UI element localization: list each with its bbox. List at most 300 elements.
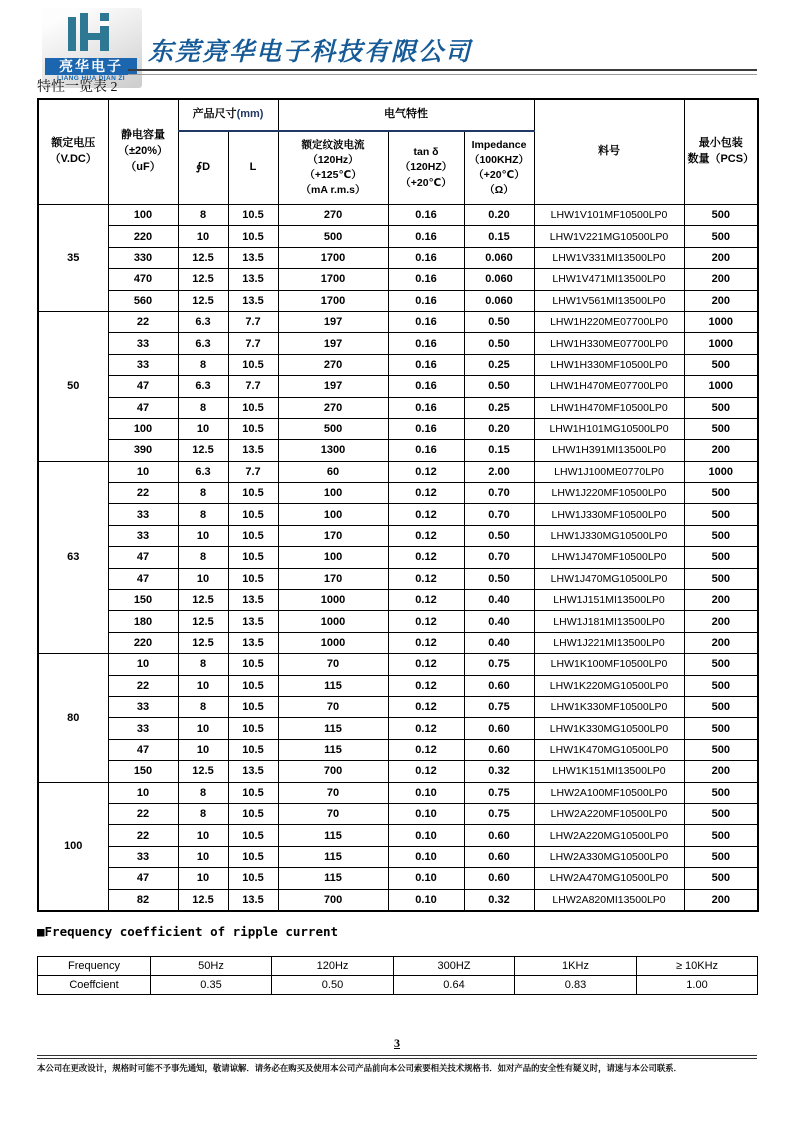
tan-delta-cell: 0.10 [388,868,464,889]
diameter-cell: 12.5 [178,632,228,653]
ripple-cell: 1700 [278,269,388,290]
packing-cell: 500 [684,504,758,525]
length-cell: 10.5 [228,739,278,760]
packing-cell: 500 [684,782,758,803]
diameter-cell: 8 [178,782,228,803]
header-tan-delta: tan δ （120HZ） （+20℃） [388,131,464,205]
length-cell: 10.5 [228,868,278,889]
tan-delta-cell: 0.12 [388,761,464,782]
ripple-cell: 115 [278,718,388,739]
voltage-group-cell: 100 [38,782,108,911]
packing-cell: 500 [684,868,758,889]
part-number-cell: LHW2A100MF10500LP0 [534,782,684,803]
part-number-cell: LHW1J151MI13500LP0 [534,590,684,611]
page-number: 3 [394,1036,400,1050]
voltage-group-cell: 50 [38,311,108,461]
footer-divider [37,1055,757,1059]
part-number-cell: LHW2A330MG10500LP0 [534,846,684,867]
part-number-cell: LHW1H470MF10500LP0 [534,397,684,418]
spec-row [38,269,758,290]
diameter-cell: 8 [178,654,228,675]
freq-value-cell: ≥ 10KHz [637,957,758,976]
capacitance-cell: 390 [108,440,178,461]
tan-delta-cell: 0.12 [388,739,464,760]
impedance-cell: 0.70 [464,504,534,525]
tan-delta-cell: 0.12 [388,568,464,589]
packing-cell: 200 [684,247,758,268]
part-number-cell: LHW1V561MI13500LP0 [534,290,684,311]
part-number-cell: LHW1J470MF10500LP0 [534,547,684,568]
tan-delta-cell: 0.16 [388,247,464,268]
ripple-cell: 500 [278,418,388,439]
tan-delta-cell: 0.16 [388,226,464,247]
ripple-cell: 70 [278,782,388,803]
length-cell: 10.5 [228,718,278,739]
impedance-cell: 0.60 [464,675,534,696]
capacitance-cell: 33 [108,504,178,525]
packing-cell: 1000 [684,376,758,397]
ripple-cell: 1300 [278,440,388,461]
length-cell: 10.5 [228,205,278,226]
coefficient-row [38,976,758,995]
impedance-cell: 0.50 [464,525,534,546]
packing-cell: 500 [684,803,758,824]
capacitance-cell: 22 [108,803,178,824]
ripple-cell: 197 [278,376,388,397]
capacitance-cell: 33 [108,718,178,739]
tan-delta-cell: 0.16 [388,333,464,354]
impedance-cell: 0.060 [464,290,534,311]
ripple-cell: 197 [278,311,388,332]
tan-delta-cell: 0.12 [388,675,464,696]
capacitance-cell: 47 [108,868,178,889]
header-min-packing: 最小包装 数量（PCS） [684,99,758,205]
impedance-cell: 0.50 [464,568,534,589]
diameter-cell: 6.3 [178,333,228,354]
part-number-cell: LHW1H330ME07700LP0 [534,333,684,354]
spec-row [38,846,758,867]
capacitance-cell: 470 [108,269,178,290]
capacitance-cell: 33 [108,333,178,354]
diameter-cell: 8 [178,696,228,717]
length-cell: 10.5 [228,483,278,504]
packing-cell: 500 [684,568,758,589]
tan-delta-cell: 0.12 [388,654,464,675]
spec-row [38,547,758,568]
length-cell: 13.5 [228,290,278,311]
header-dimensions-group: 产品尺寸(mm) [178,99,278,131]
capacitance-cell: 33 [108,525,178,546]
tan-delta-cell: 0.16 [388,418,464,439]
part-number-cell: LHW1J221MI13500LP0 [534,632,684,653]
tan-delta-cell: 0.12 [388,632,464,653]
capacitance-cell: 100 [108,205,178,226]
ripple-cell: 1000 [278,590,388,611]
impedance-cell: 0.060 [464,269,534,290]
capacitance-cell: 330 [108,247,178,268]
ripple-cell: 115 [278,868,388,889]
packing-cell: 500 [684,675,758,696]
packing-cell: 500 [684,654,758,675]
impedance-cell: 0.20 [464,205,534,226]
ripple-cell: 100 [278,483,388,504]
spec-row [38,654,758,675]
length-cell: 10.5 [228,504,278,525]
packing-cell: 500 [684,846,758,867]
header-part-number: 料号 [534,99,684,205]
impedance-cell: 0.40 [464,632,534,653]
diameter-cell: 10 [178,418,228,439]
spec-row [38,568,758,589]
part-number-cell: LHW1J330MG10500LP0 [534,525,684,546]
spec-row [38,868,758,889]
part-number-cell: LHW1K100MF10500LP0 [534,654,684,675]
packing-cell: 200 [684,889,758,911]
spec-row [38,290,758,311]
tan-delta-cell: 0.16 [388,290,464,311]
spec-row [38,354,758,375]
ripple-cell: 1700 [278,290,388,311]
spec-row [38,825,758,846]
part-number-cell: LHW1H101MG10500LP0 [534,418,684,439]
ripple-cell: 700 [278,889,388,911]
spec-row [38,418,758,439]
freq-value-cell: 50Hz [151,957,272,976]
freq-value-cell: 1.00 [637,976,758,995]
ripple-cell: 70 [278,696,388,717]
impedance-cell: 0.60 [464,825,534,846]
header-impedance: Impedance （100KHZ） （+20℃） （Ω） [464,131,534,205]
impedance-cell: 0.40 [464,611,534,632]
part-number-cell: LHW1K470MG10500LP0 [534,739,684,760]
ripple-cell: 270 [278,205,388,226]
spec-row [38,696,758,717]
ripple-cell: 100 [278,547,388,568]
ripple-cell: 170 [278,568,388,589]
tan-delta-cell: 0.12 [388,611,464,632]
part-number-cell: LHW1K151MI13500LP0 [534,761,684,782]
packing-cell: 200 [684,761,758,782]
diameter-cell: 12.5 [178,889,228,911]
spec-row [38,889,758,911]
capacitance-cell: 22 [108,483,178,504]
capacitance-cell: 180 [108,611,178,632]
length-cell: 10.5 [228,675,278,696]
header-electrical-group: 电气特性 [278,99,534,131]
frequency-coefficient-table [37,956,758,995]
length-cell: 10.5 [228,397,278,418]
spec-row [38,376,758,397]
logo-caption-text: LIANG HUA DIAN ZI [57,75,125,82]
tan-delta-cell: 0.12 [388,461,464,482]
impedance-cell: 0.75 [464,696,534,717]
tan-delta-cell: 0.16 [388,205,464,226]
capacitance-cell: 47 [108,376,178,397]
spec-row [38,333,758,354]
length-cell: 13.5 [228,269,278,290]
logo-banner-text: 亮华电子 [45,58,137,75]
part-number-cell: LHW1J220MF10500LP0 [534,483,684,504]
tan-delta-cell: 0.12 [388,504,464,525]
impedance-cell: 0.70 [464,547,534,568]
header-capacitance: 静电容量 （±20%） （uF） [108,99,178,205]
diameter-cell: 8 [178,483,228,504]
ripple-cell: 60 [278,461,388,482]
freq-value-cell: 300HZ [394,957,515,976]
impedance-cell: 0.15 [464,440,534,461]
freq-value-cell: 0.35 [151,976,272,995]
length-cell: 7.7 [228,311,278,332]
packing-cell: 500 [684,397,758,418]
length-cell: 10.5 [228,525,278,546]
impedance-cell: 0.60 [464,868,534,889]
header-ripple-current: 额定纹波电流 （120Hz） （+125℃） （mA r.m.s） [278,131,388,205]
diameter-cell: 8 [178,547,228,568]
capacitance-cell: 10 [108,461,178,482]
header-length: L [228,131,278,205]
length-cell: 7.7 [228,376,278,397]
tan-delta-cell: 0.12 [388,525,464,546]
tan-delta-cell: 0.12 [388,590,464,611]
packing-cell: 500 [684,825,758,846]
packing-cell: 500 [684,205,758,226]
spec-row [38,782,758,803]
freq-value-cell: 120Hz [272,957,394,976]
part-number-cell: LHW1K330MF10500LP0 [534,696,684,717]
tan-delta-cell: 0.16 [388,354,464,375]
freq-row-label: Coeffcient [38,976,151,995]
freq-value-cell: 1KHz [515,957,637,976]
impedance-cell: 0.75 [464,782,534,803]
diameter-cell: 8 [178,397,228,418]
length-cell: 10.5 [228,418,278,439]
impedance-cell: 0.32 [464,889,534,911]
packing-cell: 1000 [684,333,758,354]
tan-delta-cell: 0.10 [388,889,464,911]
packing-cell: 500 [684,226,758,247]
capacitance-cell: 22 [108,825,178,846]
voltage-group-cell: 35 [38,205,108,312]
tan-delta-cell: 0.16 [388,440,464,461]
length-cell: 13.5 [228,247,278,268]
part-number-cell: LHW1H470ME07700LP0 [534,376,684,397]
spec-row [38,311,758,332]
length-cell: 13.5 [228,611,278,632]
length-cell: 13.5 [228,889,278,911]
page-title: 特性一览表 2 [37,80,118,95]
packing-cell: 500 [684,696,758,717]
length-cell: 7.7 [228,461,278,482]
freq-value-cell: 0.50 [272,976,394,995]
ripple-cell: 500 [278,226,388,247]
company-name: 东莞亮华电子科技有限公司 [148,39,473,66]
packing-cell: 200 [684,269,758,290]
packing-cell: 500 [684,418,758,439]
spec-row [38,718,758,739]
impedance-cell: 0.060 [464,247,534,268]
diameter-cell: 10 [178,868,228,889]
footer-disclaimer: 本公司在更改设计，规格时可能不予事先通知，敬请谅解．请务必在购买及使用本公司产品前向本公司索要相关技术规格书．如对产品的安全性有疑义时，请速与本公司联系． [37,1063,682,1073]
diameter-cell: 10 [178,739,228,760]
impedance-cell: 0.60 [464,739,534,760]
spec-row [38,675,758,696]
spec-table [37,98,759,912]
length-cell: 10.5 [228,654,278,675]
spec-row [38,461,758,482]
header-divider [128,69,757,75]
capacitance-cell: 47 [108,739,178,760]
diameter-cell: 12.5 [178,290,228,311]
diameter-cell: 10 [178,525,228,546]
spec-row [38,632,758,653]
length-cell: 10.5 [228,696,278,717]
tan-delta-cell: 0.12 [388,718,464,739]
impedance-cell: 0.60 [464,846,534,867]
spec-row [38,483,758,504]
ripple-cell: 115 [278,675,388,696]
diameter-cell: 8 [178,354,228,375]
header-voltage: 额定电压 （V.DC） [38,99,108,205]
length-cell: 13.5 [228,590,278,611]
part-number-cell: LHW1V221MG10500LP0 [534,226,684,247]
packing-cell: 200 [684,632,758,653]
packing-cell: 1000 [684,461,758,482]
tan-delta-cell: 0.16 [388,269,464,290]
spec-row [38,611,758,632]
part-number-cell: LHW1H330MF10500LP0 [534,354,684,375]
capacitance-cell: 150 [108,761,178,782]
length-cell: 10.5 [228,782,278,803]
tan-delta-cell: 0.16 [388,311,464,332]
frequency-section-title: ■Frequency coefficient of ripple current [37,924,339,939]
tan-delta-cell: 0.10 [388,782,464,803]
ripple-cell: 197 [278,333,388,354]
ripple-cell: 700 [278,761,388,782]
tan-delta-cell: 0.12 [388,696,464,717]
packing-cell: 200 [684,290,758,311]
ripple-cell: 70 [278,654,388,675]
diameter-cell: 8 [178,504,228,525]
part-number-cell: LHW1K330MG10500LP0 [534,718,684,739]
spec-row [38,504,758,525]
capacitance-cell: 82 [108,889,178,911]
impedance-cell: 0.15 [464,226,534,247]
diameter-cell: 10 [178,825,228,846]
spec-row [38,590,758,611]
tan-delta-cell: 0.12 [388,547,464,568]
part-number-cell: LHW1V101MF10500LP0 [534,205,684,226]
capacitance-cell: 47 [108,547,178,568]
capacitance-cell: 47 [108,568,178,589]
packing-cell: 200 [684,440,758,461]
capacitance-cell: 33 [108,696,178,717]
diameter-cell: 10 [178,226,228,247]
capacitance-cell: 220 [108,632,178,653]
header-diameter: ∮D [178,131,228,205]
diameter-cell: 6.3 [178,311,228,332]
part-number-cell: LHW1H220ME07700LP0 [534,311,684,332]
part-number-cell: LHW2A820MI13500LP0 [534,889,684,911]
part-number-cell: LHW1V471MI13500LP0 [534,269,684,290]
packing-cell: 200 [684,611,758,632]
length-cell: 7.7 [228,333,278,354]
part-number-cell: LHW2A220MG10500LP0 [534,825,684,846]
impedance-cell: 0.75 [464,654,534,675]
tan-delta-cell: 0.10 [388,846,464,867]
impedance-cell: 0.50 [464,311,534,332]
diameter-cell: 12.5 [178,269,228,290]
ripple-cell: 1000 [278,611,388,632]
spec-row [38,226,758,247]
ripple-cell: 1700 [278,247,388,268]
impedance-cell: 0.25 [464,354,534,375]
freq-value-cell: 0.64 [394,976,515,995]
diameter-cell: 12.5 [178,590,228,611]
ripple-cell: 115 [278,739,388,760]
impedance-cell: 0.50 [464,333,534,354]
spec-row [38,247,758,268]
length-cell: 13.5 [228,632,278,653]
part-number-cell: LHW1K220MG10500LP0 [534,675,684,696]
diameter-cell: 6.3 [178,376,228,397]
diameter-cell: 8 [178,205,228,226]
part-number-cell: LHW1J330MF10500LP0 [534,504,684,525]
diameter-cell: 12.5 [178,440,228,461]
spec-row [38,205,758,226]
capacitance-cell: 22 [108,311,178,332]
spec-row [38,397,758,418]
length-cell: 10.5 [228,803,278,824]
diameter-cell: 12.5 [178,761,228,782]
ripple-cell: 70 [278,803,388,824]
capacitance-cell: 150 [108,590,178,611]
packing-cell: 500 [684,483,758,504]
diameter-cell: 8 [178,803,228,824]
length-cell: 10.5 [228,547,278,568]
diameter-cell: 10 [178,718,228,739]
impedance-cell: 0.75 [464,803,534,824]
capacitance-cell: 33 [108,354,178,375]
part-number-cell: LHW1J100ME0770LP0 [534,461,684,482]
voltage-group-cell: 63 [38,461,108,654]
impedance-cell: 0.25 [464,397,534,418]
impedance-cell: 0.40 [464,590,534,611]
part-number-cell: LHW2A220MF10500LP0 [534,803,684,824]
voltage-group-cell: 80 [38,654,108,782]
logo-lh-monogram-icon [66,13,122,53]
tan-delta-cell: 0.10 [388,825,464,846]
length-cell: 10.5 [228,354,278,375]
diameter-cell: 12.5 [178,611,228,632]
diameter-cell: 10 [178,675,228,696]
tan-delta-cell: 0.10 [388,803,464,824]
spec-row [38,440,758,461]
impedance-cell: 0.32 [464,761,534,782]
part-number-cell: LHW1J470MG10500LP0 [534,568,684,589]
part-number-cell: LHW1J181MI13500LP0 [534,611,684,632]
capacitance-cell: 10 [108,782,178,803]
packing-cell: 500 [684,354,758,375]
tan-delta-cell: 0.16 [388,376,464,397]
length-cell: 10.5 [228,846,278,867]
packing-cell: 500 [684,718,758,739]
spec-row [38,739,758,760]
spec-row [38,761,758,782]
packing-cell: 500 [684,739,758,760]
packing-cell: 500 [684,525,758,546]
packing-cell: 1000 [684,311,758,332]
impedance-cell: 2.00 [464,461,534,482]
